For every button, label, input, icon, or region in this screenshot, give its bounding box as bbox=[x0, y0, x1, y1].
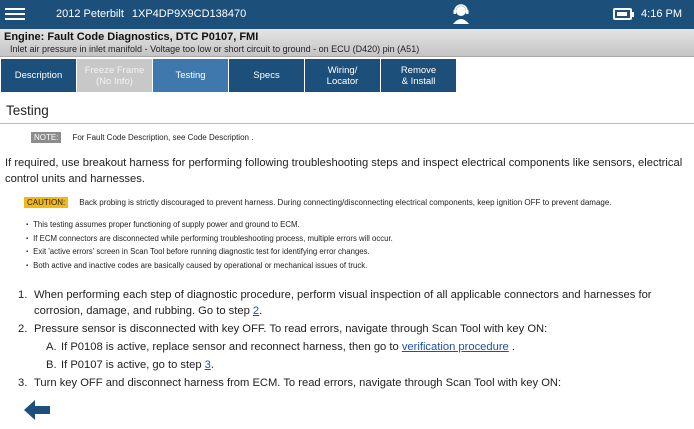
step-2 bbox=[18, 321, 688, 337]
step-text: If P0107 is active, go to step bbox=[61, 359, 205, 371]
intro-paragraph: If required, use breakout harness for performing following troubleshooting steps and inspect electrical components like sensors, electrical control units and harnesses. bbox=[5, 157, 683, 185]
step-number: 1. bbox=[18, 289, 28, 301]
clock: 4:16 PM bbox=[641, 8, 682, 20]
list-item: ▪ Exit 'active errors' screen in Scan Tool before running diagnostic test for identifying error changes. bbox=[26, 247, 393, 261]
step-3 bbox=[18, 375, 688, 391]
substep-letter: A. bbox=[46, 341, 57, 353]
vehicle-name: 2012 Peterbilt bbox=[56, 8, 124, 20]
link-step-2[interactable]: 2 bbox=[252, 305, 260, 317]
vehicle-info bbox=[56, 8, 246, 20]
note-text: For Fault Code Description, see Code Description . bbox=[72, 133, 254, 142]
vehicle-vin: 1XP4DP9X9CD138470 bbox=[131, 8, 247, 20]
back-arrow-icon[interactable] bbox=[22, 399, 52, 421]
content-area bbox=[0, 92, 694, 429]
hamburger-menu-icon[interactable] bbox=[5, 5, 25, 23]
tab-label: Wiring/ Locator bbox=[326, 64, 359, 87]
step-text-end: . bbox=[210, 359, 215, 371]
step-text: When performing each step of diagnostic procedure, perform visual inspection of all applicable connectors and harnesses for corrosion, damage, and rubbing. Go to step bbox=[34, 289, 652, 317]
battery-icon bbox=[613, 8, 632, 20]
step-text: If P0108 is active, replace sensor and reconnect harness, then go to bbox=[61, 341, 402, 353]
prerequisite-list bbox=[26, 220, 393, 274]
tab-bar bbox=[0, 59, 694, 92]
list-item: ▪ This testing assumes proper functioning of supply power and ground to ECM. bbox=[26, 220, 393, 234]
caution-row bbox=[24, 197, 612, 208]
link-verification-procedure[interactable]: verification procedure bbox=[401, 341, 509, 353]
tab-specs[interactable] bbox=[229, 59, 304, 92]
tab-label: Freeze Frame (No Info) bbox=[84, 64, 145, 87]
step-number: 3. bbox=[18, 377, 28, 389]
substep-letter: B. bbox=[46, 359, 57, 371]
top-bar bbox=[0, 0, 694, 29]
step-text: Pressure sensor is disconnected with key OFF. To read errors, navigate through Scan Tool with key ON: bbox=[34, 323, 548, 335]
page-subtitle: Inlet air pressure in inlet manifold - Voltage too low or short circuit to ground - on ECU (D420) pin (A51) bbox=[10, 44, 420, 54]
tab-label: Remove & Install bbox=[400, 64, 437, 87]
step-1 bbox=[18, 287, 688, 319]
tab-label: Specs bbox=[253, 70, 280, 81]
step-2b bbox=[18, 357, 688, 373]
section-divider bbox=[0, 123, 694, 124]
tab-label: Description bbox=[14, 70, 63, 81]
note-row bbox=[31, 132, 253, 143]
step-text: Turn key OFF and disconnect harness from ECM. To read errors, navigate through Scan Tool with key ON: bbox=[34, 377, 562, 389]
list-item: ▪ Both active and inactive codes are basically caused by operational or mechanical issues of truck. bbox=[26, 261, 393, 275]
tab-freeze-frame[interactable] bbox=[77, 59, 152, 92]
caution-text: Back probing is strictly discouraged to prevent harness. During connecting/disconnecting electrical components, keep ignition OFF to prevent damage. bbox=[79, 198, 612, 207]
page-header bbox=[0, 29, 694, 57]
section-title: Testing bbox=[6, 103, 49, 118]
caution-badge: CAUTION: bbox=[24, 197, 68, 208]
tab-wiring-locator[interactable] bbox=[305, 59, 380, 92]
tab-remove-install[interactable] bbox=[381, 59, 456, 92]
step-number: 2. bbox=[18, 323, 28, 335]
tab-testing[interactable] bbox=[153, 59, 228, 92]
note-badge: NOTE: bbox=[31, 132, 61, 143]
step-2a bbox=[18, 339, 688, 355]
headset-agent-icon[interactable] bbox=[450, 3, 472, 25]
step-text-end: . bbox=[508, 341, 515, 353]
page-title: Engine: Fault Code Diagnostics, DTC P0107, FMI bbox=[4, 31, 259, 43]
list-item: ▪ If ECM connectors are disconnected while performing troubleshooting process, multiple errors will occur. bbox=[26, 234, 393, 248]
link-step-3[interactable]: 3 bbox=[204, 359, 211, 371]
procedure-steps bbox=[18, 287, 688, 391]
tab-label: Testing bbox=[175, 70, 206, 81]
tab-description[interactable] bbox=[1, 59, 76, 92]
step-text-end: . bbox=[259, 305, 263, 317]
